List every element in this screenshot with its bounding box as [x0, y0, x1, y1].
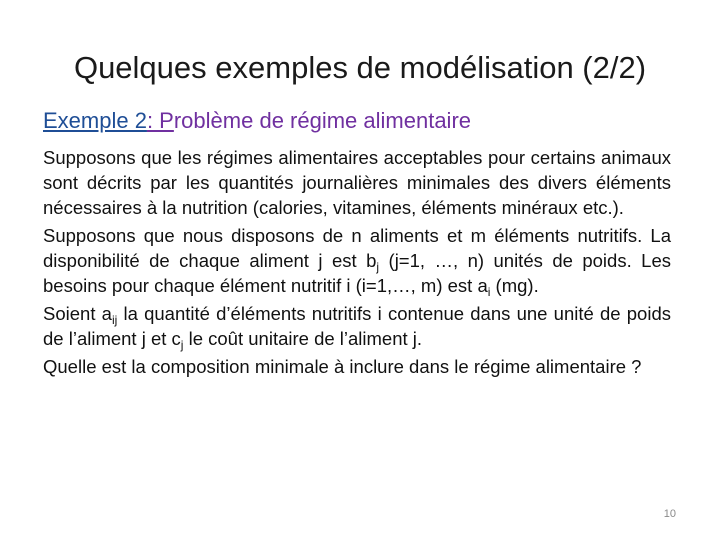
- subtitle-text: roblème de régime alimentaire: [173, 108, 471, 133]
- paragraph-costs-text-3: le coût unitaire de l’aliment j.: [183, 328, 423, 349]
- page-number: 10: [663, 508, 676, 520]
- subscript-j: j: [376, 260, 380, 274]
- subscript-ij: ij: [111, 313, 118, 327]
- paragraph-costs-text-1: Soient a: [43, 303, 112, 324]
- paragraph-availability: [43, 223, 671, 298]
- subscript-cost-j: j: [180, 338, 184, 352]
- paragraph-availability-text-2: (j=1, …, n) unités de poids. Les besoins pour chaque élément nutritif i (i=1,…, m) est a: [43, 250, 672, 296]
- slide-subtitle: [43, 105, 683, 137]
- paragraph-costs-text-2: la quantité d’éléments nutritifs i contenue dans une unité de poids de l’aliment j et c: [43, 303, 671, 349]
- paragraph-costs: [43, 301, 671, 351]
- paragraph-availability-text-1: Supposons que nous disposons de n aliments et m éléments nutritifs. La disponibilité de chaque aliment j est b: [43, 225, 671, 271]
- subtitle-separator: : P: [146, 108, 174, 133]
- paragraph-availability-text-3: (mg).: [490, 275, 539, 296]
- subscript-i: i: [487, 285, 491, 299]
- slide-body: [43, 145, 671, 382]
- slide-title: Quelques exemples de modélisation (2/2): [73, 50, 647, 85]
- example-label: Exemple 2: [43, 108, 147, 133]
- paragraph-question: Quelle est la composition minimale à inclure dans le régime alimentaire ?: [43, 356, 642, 377]
- paragraph-context: Supposons que les régimes alimentaires acceptables pour certains animaux sont décrits par les quantités journalières minimales des divers éléments nécessaires à la nutrition (calories, vitamines, éléments minéraux etc.).: [43, 147, 671, 218]
